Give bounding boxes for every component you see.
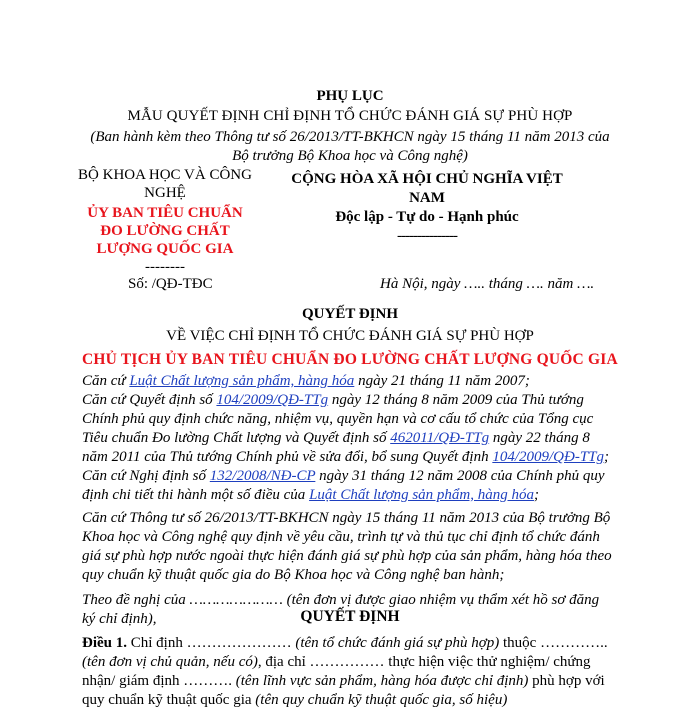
legal-basis	[82, 372, 612, 629]
basis-text: ;	[534, 487, 540, 503]
law-link[interactable]: Luật Chất lượng sản phẩm, hàng hóa	[129, 373, 355, 389]
committee-name-line1: ỦY BAN TIÊU CHUẨN	[87, 205, 243, 221]
basis-text: Căn cứ Quyết định số	[82, 392, 217, 408]
basis-text: ngày 22 tháng 8 năm 2011 của Thủ tướng Chính phủ về sửa đổi, bổ sung Quyết định	[82, 430, 590, 465]
article-1-label: Điều 1.	[82, 635, 127, 651]
country-name: CỘNG HÒA XÃ HỘI CHỦ NGHĨA VIỆT NAM	[291, 171, 563, 206]
committee-name-line3: LƯỢNG QUỐC GIA	[96, 241, 234, 257]
law-link-2[interactable]: Luật Chất lượng sản phẩm, hàng hóa	[309, 487, 535, 503]
decision-462011-link[interactable]: 462011/QĐ-TTg	[390, 430, 490, 446]
basis-item-1	[82, 372, 612, 391]
decree-132-link[interactable]: 132/2008/NĐ-CP	[209, 468, 316, 484]
article-text-italic: (tên tổ chức đánh giá sự phù hợp)	[295, 635, 500, 651]
decision-104-link[interactable]: 104/2009/QĐ-TTg	[216, 392, 329, 408]
issuing-agency-block	[60, 166, 270, 276]
basis-item-3	[82, 467, 612, 505]
basis-item-4: Căn cứ Thông tư số 26/2013/TT-BKHCN ngày 15 tháng 11 năm 2013 của Bộ trưởng Bộ Khoa học và Công nghệ quy định về yêu cầu, trình tự và thủ tục chỉ định tổ chức đánh giá sự phù hợp nước ngoài thực hiện đánh giá sự phù hợp của sản phẩm, hàng hóa theo quy chuẩn kỹ thuật quốc gia do Bộ Khoa học và Công nghệ ban hành;	[82, 510, 612, 583]
document-number: Số: /QĐ-TĐC	[128, 276, 213, 292]
motto-separator: ---------------	[397, 228, 457, 244]
basis-item-5: Theo đề nghị của ………………… (tên đơn vị được giao nhiệm vụ thẩm xét hồ sơ đăng ký chỉ định),	[82, 592, 600, 627]
national-header-block	[282, 170, 572, 246]
decision-104-link-2[interactable]: 104/2009/QĐ-TTg	[492, 449, 605, 465]
article-text-italic: (tên đơn vị chủ quản, nếu có)	[82, 654, 258, 670]
appendix-title: PHỤ LỤC	[316, 88, 384, 104]
basis-text: Căn cứ Nghị định số	[82, 468, 210, 484]
form-title: MẪU QUYẾT ĐỊNH CHỈ ĐỊNH TỔ CHỨC ĐÁNH GIÁ SỰ PHÙ HỢP	[127, 108, 573, 124]
article-1	[82, 634, 622, 710]
place-date: Hà Nội, ngày ….. tháng …. năm ….	[380, 276, 595, 292]
decision-heading: QUYẾT ĐỊNH	[300, 608, 400, 625]
article-text: phù hợp với quy chuẩn kỹ thuật quốc gia	[82, 673, 605, 708]
article-text: Chỉ định …………………	[127, 635, 296, 651]
issued-note: (Ban hành kèm theo Thông tư số 26/2013/TT-BKHCN ngày 15 tháng 11 năm 2013 của Bộ trưởng Bộ Khoa học và Công nghệ)	[90, 129, 610, 164]
basis-item-2	[82, 391, 612, 467]
basis-text: ;	[604, 449, 610, 465]
decision-title: QUYẾT ĐỊNH	[302, 306, 398, 322]
ministry-name-line2: NGHỆ	[144, 185, 186, 201]
committee-name-line2: ĐO LƯỜNG CHẤT	[100, 223, 230, 239]
ministry-name-line1: BỘ KHOA HỌC VÀ CÔNG	[78, 167, 252, 183]
article-text-italic: (tên quy chuẩn kỹ thuật quốc gia, số hiệu)	[255, 692, 508, 708]
national-motto: Độc lập - Tự do - Hạnh phúc	[335, 209, 519, 225]
article-text-italic: (tên lĩnh vực sản phẩm, hàng hóa được chỉ định)	[235, 673, 529, 689]
basis-text: ngày 12 tháng 8 năm 2009 của Thủ tướng Chính phủ quy định chức năng, nhiệm vụ, quyền hạn và cơ cấu tổ chức của Tổng cục Tiêu chuẩn Đo lường Chất lượng và Quyết định số	[82, 392, 594, 446]
decision-subject: VỀ VIỆC CHỈ ĐỊNH TỔ CHỨC ĐÁNH GIÁ SỰ PHÙ HỢP	[166, 328, 534, 344]
article-text: , địa chỉ …………… thực hiện việc thử nghiệm/ chứng nhận/ giám định ……….	[82, 654, 591, 689]
basis-text: ngày 31 tháng 12 năm 2008 của Chính phủ quy định chi tiết thi hành một số điều của	[82, 468, 605, 503]
article-text: thuộc …………..	[499, 635, 608, 651]
basis-text: ngày 21 tháng 11 năm 2007;	[354, 373, 530, 389]
decision-authority: CHỦ TỊCH ỦY BAN TIÊU CHUẨN ĐO LƯỜNG CHẤT LƯỢNG QUỐC GIA	[82, 351, 618, 368]
basis-text: Căn cứ	[82, 373, 130, 389]
agency-separator: --------	[145, 259, 185, 275]
